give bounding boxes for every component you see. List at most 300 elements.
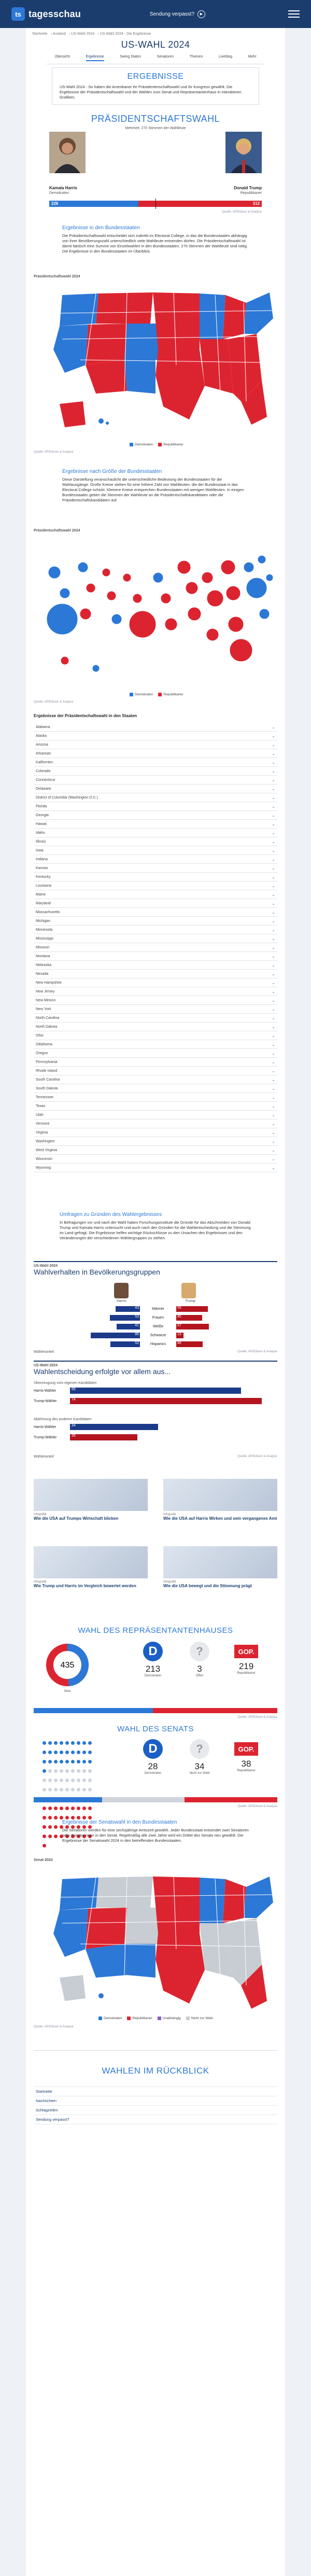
bubble-legend [130,693,183,696]
chevron-down-icon: ⌄ [272,927,275,932]
motives-kicker: US-Wahl 2024 [34,1364,58,1367]
state-bubble[interactable] [186,582,198,594]
state-accordion-item[interactable] [34,749,277,758]
state-bubble[interactable] [165,618,177,631]
group-row [83,1340,233,1349]
state-bubble[interactable] [111,614,122,624]
tab-more[interactable]: Mehr [248,55,257,59]
state-accordion-item[interactable] [34,1128,277,1137]
senate-dem-label: Demokraten [144,1772,162,1775]
chevron-down-icon: ⌄ [272,848,275,853]
state-name: Illinois [36,839,46,844]
state-northeast[interactable] [244,292,273,334]
menu-icon[interactable] [288,8,300,20]
card-kicker: Infografik [163,1580,176,1584]
brand-name: tagesschau [29,8,81,19]
house-total-label: Sitze [64,1690,71,1693]
open-question-icon: ? [190,1642,209,1661]
senate-seat-bar-dem [34,1797,102,1802]
card-thumbnail [163,1479,277,1511]
trump-bar: 45 [176,1315,202,1321]
state-accordion-item[interactable] [34,732,277,740]
legend-rep: Republikaner [127,2017,152,2020]
group-row [83,1305,233,1313]
brand-logo[interactable] [11,7,81,21]
state-name: Missouri [36,945,50,949]
state-name: Ohio [36,1033,44,1038]
state-accordion-item[interactable] [34,1102,277,1111]
state-accordion-item[interactable] [34,1058,277,1067]
state-arizona[interactable] [86,1944,127,1978]
chevron-down-icon: ⌄ [272,751,275,756]
tab-liveblog[interactable]: Liveblog [218,55,233,59]
motive-row [34,1424,158,1430]
trump-party: Republikaner [240,191,262,195]
state-accordion-item[interactable] [34,917,277,926]
chevron-down-icon: ⌄ [272,813,275,818]
state-bubble[interactable] [259,609,270,619]
state-accordion-item[interactable] [34,785,277,793]
chevron-down-icon: ⌄ [272,1156,275,1161]
chevron-down-icon: ⌄ [272,998,275,1003]
review-link[interactable]: Sendung verpasst? [34,2115,277,2124]
harris-bar: 53 [110,1315,140,1321]
state-accordion-item[interactable] [34,829,277,837]
harris-avatar [114,1283,129,1298]
state-name: Hawaii [36,822,47,826]
chevron-down-icon: ⌄ [272,1077,275,1082]
trump-bar: 46 [176,1341,203,1347]
state-accordion-item[interactable] [34,970,277,978]
chevron-down-icon: ⌄ [272,1103,275,1109]
card-title: Wie die USA auf Harris Wirken und sein vergangenes Amt [163,1516,277,1521]
state-name: Indiana [36,857,48,861]
state-bubble[interactable] [129,611,156,638]
state-bubble[interactable] [78,562,88,572]
source-note: Quelle: AP/Edison & Analyse [237,1805,277,1808]
president-map[interactable] [34,282,277,438]
state-bubble[interactable] [80,608,91,620]
chevron-down-icon: ⌄ [272,839,275,844]
card-thumbnail [163,1546,277,1578]
state-bubble[interactable] [133,594,142,603]
tab-senators[interactable]: Senatoren [157,55,174,59]
state-great-lakes[interactable] [223,1879,246,1923]
state-accordion-item[interactable] [34,855,277,864]
card-title: Wie Trump und Harris im Vergleich bewertet werden [34,1584,136,1588]
chevron-down-icon: ⌄ [272,883,275,888]
chevron-down-icon: ⌄ [272,989,275,994]
state-accordion-item[interactable] [34,864,277,873]
state-name: Alabama [36,725,50,729]
ec-title: Ergebnisse in den Bundesstaaten [62,225,140,231]
state-accordion-item[interactable] [34,837,277,846]
state-accordion-item[interactable] [34,1023,277,1031]
review-link[interactable]: Schlagzeilen [34,2106,277,2115]
chevron-down-icon: ⌄ [272,830,275,835]
state-accordion-item[interactable] [34,978,277,987]
state-name: District of Columbia (Washington D.C.) [36,795,98,800]
breadcrumb-item[interactable]: Ausland [52,32,66,36]
senate-rep-seats: 38 [241,1759,251,1769]
chevron-down-icon: ⌄ [272,901,275,906]
state-name: Nevada [36,972,49,976]
state-bubble[interactable] [226,586,241,600]
senate-seat-bar [34,1797,277,1802]
review-link-list [34,2087,277,2124]
tab-overview[interactable]: Übersicht [54,55,70,59]
chevron-down-icon: ⌄ [272,760,275,765]
group-label: Männer [152,1307,164,1311]
state-accordion-item[interactable] [34,820,277,829]
state-name: Montana [36,954,50,958]
breadcrumb-item: US-Wahl 2024 - Die Ergebnisse [100,32,151,36]
chevron-down-icon: ⌄ [272,962,275,968]
state-name: Wyoming [36,1166,51,1170]
state-accordion-item[interactable] [34,758,277,767]
state-bubble[interactable] [206,628,219,641]
review-link[interactable]: Startseite [34,2087,277,2096]
ec-text: Die Präsidentschaftswahl entscheidet sich indirekt im Electoral College, in das die Bundesstaaten abhängig von ihrer Bevölkerungszahl unterschiedlich viele Wahlleute entsenden dürfen. Die Präsidentschaftswahl ist damit faktisch eine Summe von Einzelwahlen in den Bundesstaaten. 270 Stimmen der Wahlleute sind nötig. Die Ergebnisse in den Bundesstaaten im Überblick. [62,233,248,254]
state-accordion-item[interactable] [34,926,277,934]
state-bubble[interactable] [177,561,191,574]
electoral-vote-bar [49,201,262,207]
chevron-down-icon: ⌄ [272,786,275,791]
state-accordion-item[interactable] [34,723,277,732]
trump-name: Donald Trump [234,186,262,190]
state-name: Connecticut [36,778,55,782]
bubble-map[interactable] [34,536,277,687]
motives-group-2: Ablehnung des anderen Kandidaten [34,1418,92,1421]
state-hawaii[interactable] [98,418,104,424]
breadcrumb: Startseite › Ausland › US-Wahl 2024 › US-Wahl 2024 - Die Ergebnisse [32,32,151,36]
state-name: Delaware [36,787,51,791]
state-bubble[interactable] [266,574,273,581]
trump-avatar [181,1283,196,1298]
state-accordion-item[interactable] [34,934,277,943]
state-name: Oregon [36,1051,48,1055]
state-hawaii-islands[interactable] [106,422,109,425]
state-name: New Jersey [36,989,55,993]
ec-explainer [62,225,249,254]
motive-label: Harris-Wähler [34,1389,56,1393]
state-accordion-item[interactable] [34,952,277,961]
legend-not-voting: Nicht zur Wahl [186,2017,213,2020]
state-name: Utah [36,1113,44,1117]
state-bubble[interactable] [230,639,252,662]
state-bubble[interactable] [60,588,70,598]
democrat-logo-icon: D [143,1739,163,1759]
source-note: Quelle: AP/Edison & Analyse [237,1455,277,1458]
state-texas[interactable] [156,1934,205,2004]
state-accordion-item[interactable] [34,811,277,820]
state-accordion-item[interactable] [34,873,277,881]
group-label: Weiße [152,1325,164,1328]
state-arizona[interactable] [86,360,127,394]
state-accordion-item[interactable] [34,1075,277,1084]
state-accordion-item[interactable] [34,740,277,749]
state-new-mexico[interactable] [124,1944,156,1978]
chevron-down-icon: ⌄ [272,1042,275,1047]
breadcrumb-item[interactable]: US-Wahl 2024 [71,32,95,36]
group-row [83,1322,233,1331]
state-accordion-item[interactable] [34,1005,277,1014]
breadcrumb-item[interactable]: Startseite [32,32,48,36]
senate-open-seats: 34 [194,1761,205,1771]
survey-text: In Befragungen vor und nach der Wahl haben Forschungsinstitute die Gründe für das Abschneiden von Donald Trump und Kamala Harris untersucht und auch nach den Gründen für die Wahlentscheidung und die Stimmung im Land gefragt. Die Ergebnisse helfen wichtige Rückschlüsse zu den Ursachen des Ergebnisses und den Veränderungen der verschiedenen Wählergruppen zu ziehen. [60,1220,251,1240]
state-bubble[interactable] [86,583,95,593]
state-name: South Dakota [36,1086,58,1090]
state-name: Georgia [36,813,49,817]
house-dem-seats: 213 [145,1664,161,1674]
chevron-down-icon: ⌄ [272,1121,275,1126]
legend-independent: Unabhängig [158,2017,181,2020]
chevron-down-icon: ⌄ [272,909,275,915]
state-accordion-item[interactable] [34,1093,277,1102]
state-name: Maine [36,892,46,897]
review-link[interactable]: Nachrichten [34,2096,277,2106]
state-accordion-item[interactable] [34,881,277,890]
chevron-down-icon: ⌄ [272,1051,275,1056]
state-minnesota[interactable] [200,293,225,339]
state-name: Washington [36,1139,55,1143]
state-accordion-item[interactable] [34,1137,277,1146]
state-nevada-utah[interactable] [86,1908,127,1949]
group-rows [83,1305,233,1349]
motive-label: Trump-Wähler [34,1435,57,1439]
site-header [0,0,311,28]
size-title: Ergebnisse nach Größe der Bundesstaaten [62,469,162,474]
chevron-down-icon: ⌄ [272,945,275,950]
state-alaska[interactable] [60,401,86,427]
state-accordion-item[interactable] [34,987,277,996]
motives-title: Wahlentscheidung erfolgte vor allem aus... [34,1367,171,1376]
motives-filter-label[interactable]: Wähleranteil [34,1455,54,1459]
state-name: West Virginia [36,1148,57,1152]
state-bubble[interactable] [258,555,266,564]
state-minnesota[interactable] [200,1878,225,1923]
review-heading: WAHLEN IM RÜCKBLICK [102,2066,209,2076]
state-name: Kalifornien [36,760,53,764]
chevron-down-icon: ⌄ [272,1112,275,1117]
state-northern-mountain[interactable] [96,292,153,324]
chevron-down-icon: ⌄ [272,777,275,782]
state-northeast[interactable] [244,1877,273,1918]
state-name: Iowa [36,848,44,852]
brand-mark-icon: ts [11,7,25,21]
motive-label: Harris-Wähler [34,1425,56,1429]
map-label: Präsidentschaftswahl 2024 [34,275,80,278]
state-accordion-item[interactable] [34,802,277,811]
legend-dem: Demokraten [130,443,153,446]
state-new-mexico[interactable] [124,360,156,394]
state-accordion-item[interactable] [34,767,277,776]
state-accordion-item[interactable] [34,1040,277,1049]
state-bubble[interactable] [161,593,171,604]
harris-party: Demokraten [49,191,69,195]
state-nevada-utah[interactable] [86,324,127,365]
state-northern-mountain[interactable] [96,1877,153,1908]
state-accordion-item[interactable] [34,1031,277,1040]
senate-states-text: Die Senatoren werden für eine sechsjährige Amtszeit gewählt. Jeder Bundesstaat entsendet zwei Senatoren oder Senatorinnen in den Senat. Regelmäßig alle zwei Jahre wird ein Drittel des Senats neu gewählt. Die Ergebnisse der Senatswahl 2024 in den betreffenden Bundesstaaten. [62,1828,249,1843]
state-bubble[interactable] [202,572,213,583]
state-accordion-item[interactable] [34,1014,277,1023]
senate-states-title: Ergebnisse der Senatswahl in den Bundesstaaten [62,1819,177,1825]
state-bubble[interactable] [246,578,267,598]
trump-bar: 57 [176,1324,209,1329]
state-accordion-item[interactable] [34,1111,277,1119]
state-accordion-item[interactable] [34,1155,277,1164]
state-bubble[interactable] [221,560,235,575]
source-note: Quelle: AP/Edison & Analyse [222,211,262,214]
state-plains[interactable] [153,292,200,349]
house-open-block [184,1642,215,1677]
state-bubble[interactable] [207,590,223,607]
harris-vote-count: 226 [51,201,59,206]
state-accordion-item[interactable] [34,961,277,970]
card-kicker: Infografik [34,1580,47,1584]
republican-logo-icon: GOP. [234,1645,258,1658]
senate-explainer [62,1819,249,1843]
state-accordion-item[interactable] [34,776,277,785]
related-card[interactable] [34,1479,148,1519]
state-alaska[interactable] [60,1975,86,2001]
state-pacific-west[interactable] [60,293,98,326]
senate-dem-block [137,1739,168,1775]
state-bubbles [47,555,273,672]
state-accordion-item[interactable] [34,793,277,802]
live-label: Sendung verpasst? [149,11,194,17]
majority-note: Mehrheit: 270 Stimmen der Wahlleute [125,127,186,130]
state-bubble[interactable] [48,566,61,579]
related-card[interactable] [163,1479,277,1519]
tab-swing-states[interactable]: Swing States [120,55,142,59]
state-name: Rhode Island [36,1069,58,1073]
motives-group-1: Überzeugung vom eigenen Kandidaten [34,1381,97,1385]
chevron-down-icon: ⌄ [272,742,275,747]
state-bubble[interactable] [123,573,131,582]
survey-explainer [60,1212,251,1241]
source-note: Quelle: AP/Edison & Analyse [34,701,74,704]
card-thumbnail [34,1479,148,1511]
state-accordion-item[interactable] [34,899,277,908]
house-donut [44,1642,91,1688]
legend-dem: Demokraten [130,693,153,696]
chevron-down-icon: ⌄ [272,971,275,976]
state-texas[interactable] [156,349,205,419]
state-accordion-item[interactable] [34,943,277,952]
state-bubble[interactable] [102,568,110,577]
harris-name: Kamala Harris [49,186,77,190]
senate-map-label: Senat 2024 [34,1858,53,1862]
state-colorado[interactable] [124,324,158,360]
results-heading: ERGEBNISSE [127,72,184,81]
state-pacific-west[interactable] [60,1878,98,1910]
related-card[interactable] [163,1546,277,1587]
state-accordion-item[interactable] [34,1146,277,1155]
chevron-down-icon: ⌄ [272,857,275,862]
state-name: Colorado [36,769,51,773]
section-tabs [47,55,264,64]
state-plains[interactable] [153,1877,200,1934]
state-name: New Hampshire [36,981,62,985]
live-link[interactable] [150,10,205,18]
trump-vote-count: 312 [252,201,260,206]
state-accordion-item[interactable] [34,846,277,855]
state-accordion-item[interactable] [34,1067,277,1075]
state-name: Florida [36,804,47,808]
card-title: Wie die USA auf Trumps Wirtschaft blicken [34,1516,119,1521]
motive-label: Trump-Wähler [34,1399,57,1403]
state-name: Oklahoma [36,1042,52,1046]
senate-dem-seats: 28 [148,1761,158,1771]
state-accordion-item[interactable] [34,1049,277,1058]
state-bubble[interactable] [244,562,254,572]
chevron-down-icon: ⌄ [272,1165,275,1170]
state-california[interactable] [53,325,88,373]
tab-results[interactable]: Ergebnisse [86,55,104,61]
state-bubble[interactable] [107,591,116,600]
chevron-down-icon: ⌄ [272,768,275,774]
senate-heading: WAHL DES SENATS [117,1725,194,1733]
bubble-map-label: Präsidentschaftswahl 2024 [34,529,80,533]
state-bubble[interactable] [228,617,244,632]
state-accordion-item[interactable] [34,996,277,1005]
motive-bar: 26 [70,1434,137,1440]
state-colorado[interactable] [124,1908,158,1944]
trump-bar: 55 [176,1306,208,1312]
tab-topics[interactable]: Themen [189,55,203,59]
state-name: Idaho [36,831,45,835]
harris-vote-bar [49,201,138,207]
house-open-seats: 3 [197,1664,202,1674]
house-seat-bar-dem [34,1708,153,1713]
state-accordion-item[interactable] [34,890,277,899]
state-accordion [34,723,277,1172]
state-bubble[interactable] [153,572,163,583]
groups-filter-label[interactable]: Wähleranteil [34,1350,54,1354]
state-name: Kentucky [36,875,51,879]
chevron-down-icon: ⌄ [272,1130,275,1135]
motive-row [34,1434,137,1440]
state-accordion-item[interactable] [34,1084,277,1093]
state-accordion-item[interactable] [34,908,277,917]
trump-bar: 13 [176,1333,183,1338]
republican-logo-icon: GOP. [234,1742,258,1756]
chevron-down-icon: ⌄ [272,874,275,879]
state-bubble[interactable] [47,604,78,635]
state-bubble[interactable] [92,665,100,672]
state-hawaii[interactable] [98,1993,104,1998]
state-bubble[interactable] [61,656,69,665]
group-row [83,1331,233,1340]
state-name: North Dakota [36,1025,58,1029]
group-row [83,1313,233,1322]
state-bubble[interactable] [188,607,201,621]
state-california[interactable] [53,1909,88,1957]
group-label: Schwarze [150,1334,166,1337]
senate-rep-block [231,1739,262,1772]
motive-bar: 66 [70,1388,241,1394]
harris-column-label: Harris [117,1299,126,1303]
trump-column-label: Trump [185,1299,195,1303]
senate-map[interactable] [34,1866,277,2011]
related-card[interactable] [34,1546,148,1587]
state-accordion-item[interactable] [34,1119,277,1128]
state-great-lakes[interactable] [223,295,246,339]
state-accordion-item[interactable] [34,1164,277,1172]
state-name: Texas [36,1104,46,1108]
